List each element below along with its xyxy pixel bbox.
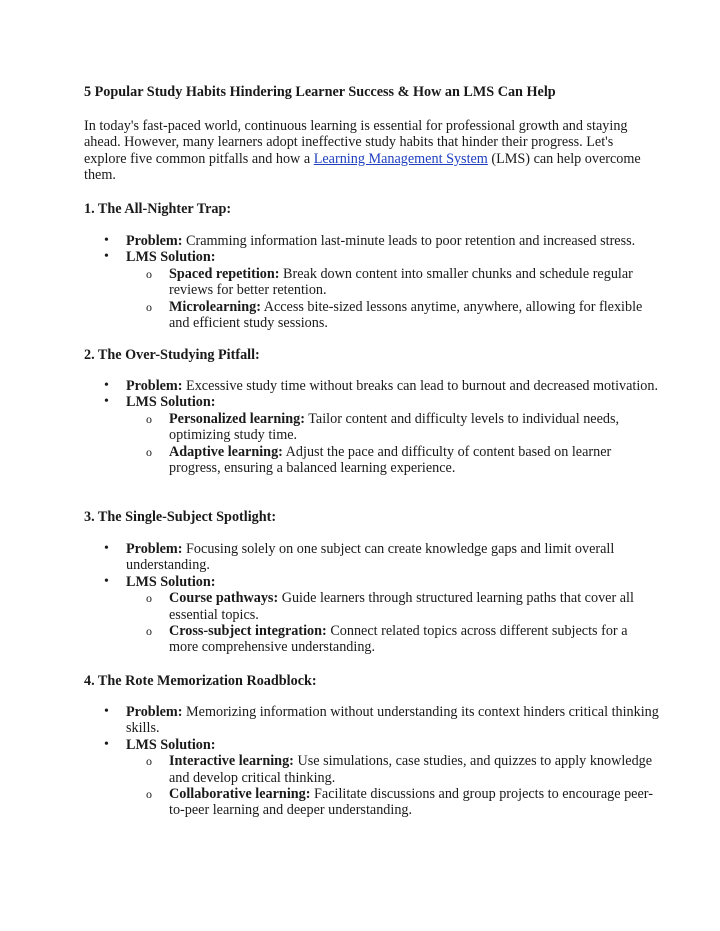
circle-bullet-icon: o [146,444,152,459]
problem-text: Excessive study time without breaks can lead to burnout and decreased motivation. [182,378,659,394]
solution-sublist [126,266,660,332]
subitem-text: Guide learners through structured learning paths that cover all essential topics. [169,590,634,623]
bullet-icon: • [104,736,109,752]
circle-bullet-icon: o [146,754,152,769]
solution-item [0,394,660,476]
subitem-label: Microlearning: [169,298,261,315]
problem-label: Problem: [126,378,183,394]
bullet-icon: • [104,249,109,265]
subitem-label: Collaborative learning: [169,786,311,803]
section-heading-2: 2. The Over-Studying Pitfall: [84,347,260,363]
subitem-text: Tailor content and difficulty levels to individual needs, optimizing study time. [169,410,620,444]
problem-text: Focusing solely on one subject can create knowledge gaps and limit overall understanding. [126,541,615,574]
solution-label: LMS Solution: [126,736,216,753]
problem-item [0,704,660,737]
solution-label: LMS Solution: [126,394,216,411]
problem-item [0,541,660,574]
solution-label: LMS Solution: [126,249,216,266]
subitem-text: Connect related topics across different subjects for a more comprehensive understanding. [169,623,628,656]
solution-item [0,737,660,819]
subitem-text: Facilitate discussions and group projects to encourage peer-to-peer learning and deeper understanding. [169,786,653,819]
subitem-label: Adaptive learning: [169,443,283,460]
subitem-text: Access bite-sized lessons anytime, anywhere, allowing for flexible and efficient study sessions. [169,298,643,332]
problem-text: Cramming information last-minute leads to poor retention and increased stress. [182,233,636,249]
bullet-icon: • [104,573,109,589]
subitem-text: Break down content into smaller chunks and schedule regular reviews for better retention. [169,265,633,299]
solution-item [0,249,660,331]
solution-sublist [126,411,660,477]
problem-label: Problem: [126,541,183,557]
problem-item [0,233,660,249]
intro-text-before-link: In today's fast-paced world, continuous learning is essential for professional growth and staying ahead. However, many learners adopt ineffective study habits that hinder their progress. Let's explore five common pitfalls and how a [84,118,628,167]
solution-subitem [126,411,660,444]
solution-sublist [126,753,660,819]
bullet-icon: • [104,394,109,410]
problem-text: Memorizing information without understanding its context hinders critical thinking skills. [126,704,659,737]
solution-subitem [126,590,660,623]
bullet-icon: • [104,704,109,719]
circle-bullet-icon: o [146,299,152,314]
solution-subitem [126,753,660,786]
circle-bullet-icon: o [146,411,152,426]
subitem-label: Personalized learning: [169,410,305,427]
section-list-2 [0,378,660,476]
intro-text-after-link: (LMS) can help overcome them. [84,150,641,184]
section-heading-4: 4. The Rote Memorization Roadblock: [84,673,317,689]
bullet-icon: • [104,233,109,248]
section-list-4 [0,704,660,819]
subitem-label: Cross-subject integration: [169,623,327,640]
subitem-label: Spaced repetition: [169,265,280,282]
subitem-text: Adjust the pace and difficulty of content based on learner progress, ensuring a balanced learning experience. [169,443,612,477]
section-list-1 [0,233,660,331]
solution-subitem [126,266,660,299]
circle-bullet-icon: o [146,266,152,281]
solution-label: LMS Solution: [126,573,216,590]
section-heading-3: 3. The Single-Subject Spotlight: [84,509,277,525]
problem-label: Problem: [126,233,183,249]
circle-bullet-icon: o [146,624,152,639]
solution-subitem [126,786,660,819]
problem-item [0,378,660,394]
subitem-label: Course pathways: [169,590,279,607]
circle-bullet-icon: o [146,787,152,802]
circle-bullet-icon: o [146,591,152,606]
lms-link[interactable]: Learning Management System [313,150,488,167]
solution-subitem [126,299,660,332]
solution-item [0,574,660,656]
bullet-icon: • [104,541,109,556]
document-title: 5 Popular Study Habits Hindering Learner Success & How an LMS Can Help [84,84,556,100]
solution-subitem [126,623,660,656]
subitem-label: Interactive learning: [169,753,294,770]
section-list-3 [0,541,660,656]
problem-label: Problem: [126,704,183,720]
bullet-icon: • [104,378,109,393]
subitem-text: Use simulations, case studies, and quizzes to apply knowledge and develop critical thinking. [169,753,653,786]
intro-paragraph [84,118,644,184]
section-heading-1: 1. The All-Nighter Trap: [84,201,232,217]
solution-sublist [126,590,660,656]
solution-subitem [126,444,660,477]
